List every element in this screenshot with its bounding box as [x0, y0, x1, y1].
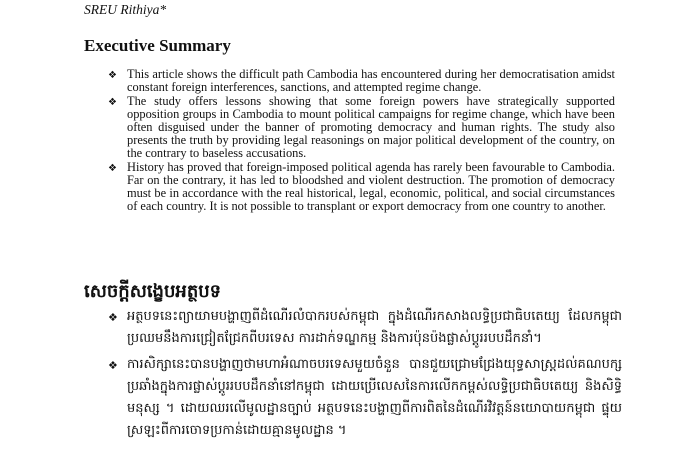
summary-item	[0, 95, 700, 160]
author-name: SREU Rithiya*	[84, 2, 167, 17]
diamond-bullet-icon: ❖	[108, 359, 118, 372]
summary-item	[0, 161, 700, 213]
diamond-bullet-icon: ❖	[108, 163, 117, 174]
khmer-summary-item-text: ការសិក្សានេះបានបង្ហាញថាមហាអំណាចបរទេសមួយចំនួន បានជួយជ្រោមជ្រែងយុទ្ធសាស្ត្រដល់គណបក្សប្រឆាំងក្នុងការផ្លាស់ប្តូររបបដឹកនាំនៅកម្ពុជា ដោយប្រើលេសនៃការលើកកម្ពស់លទ្ធិប្រជាធិបតេយ្យ និងសិទ្ធិមនុស្ស ។ ដោយឈរលើមូលដ្ឋានច្បាប់ អត្ថបទនេះបង្ហាញពីការពិតនៃដំណើរវិវត្តន៍នយោបាយកម្ពុជា ផ្ទុយស្រឡះពីការចោទប្រកាន់ដោយគ្មានមូលដ្ឋាន ។	[127, 357, 622, 438]
khmer-summary-item-text: អត្ថបទនេះព្យាយាមបង្ហាញពីដំណើរលំបាករបស់កម្ពុជា ក្នុងដំណើរកសាងលទ្ធិប្រជាធិបតេយ្យ ដែលកម្ពុជា ប្រឈមនឹងការជ្រៀតជ្រែកពីបរទេស ការដាក់ទណ្ឌកម្ម និងការប៉ុនប៉ងផ្លាស់ប្តូររបបដឹកនាំ។	[127, 309, 622, 346]
diamond-bullet-icon: ❖	[108, 70, 117, 81]
executive-summary-list	[0, 68, 700, 214]
khmer-summary-item	[0, 306, 700, 350]
summary-item-text: The study offers lessons showing that some foreign powers have strategically supported opposition groups in Cambodia to mount political campaigns for regime change, which have been often disguised under the banner of promoting democracy and human rights. The study also presents the truth by providing legal reasonings on major political development of the country, on the contrary to baseless accusations.	[127, 94, 615, 160]
executive-summary-title: Executive Summary	[84, 36, 231, 55]
khmer-summary-title: សេចក្តីសង្ខេបអត្ថបទ	[84, 281, 222, 302]
diamond-bullet-icon: ❖	[108, 311, 118, 324]
diamond-bullet-icon: ❖	[108, 97, 117, 108]
summary-item-text: This article shows the difficult path Cambodia has encountered during her democratisation amidst constant foreign interferences, sanctions, and attempted regime change.	[127, 67, 615, 94]
khmer-summary-item	[0, 354, 700, 442]
summary-item	[0, 68, 700, 94]
khmer-summary-list	[0, 306, 700, 446]
summary-item-text: History has proved that foreign-imposed political agenda has rarely been favourable to Cambodia. Far on the contrary, it has led to bloodshed and violent destruction. The promotion of democracy must be in accordance with the real historical, legal, economic, political, and social circumstances of each country. It is not possible to transplant or export democracy from one country to another.	[127, 160, 615, 213]
